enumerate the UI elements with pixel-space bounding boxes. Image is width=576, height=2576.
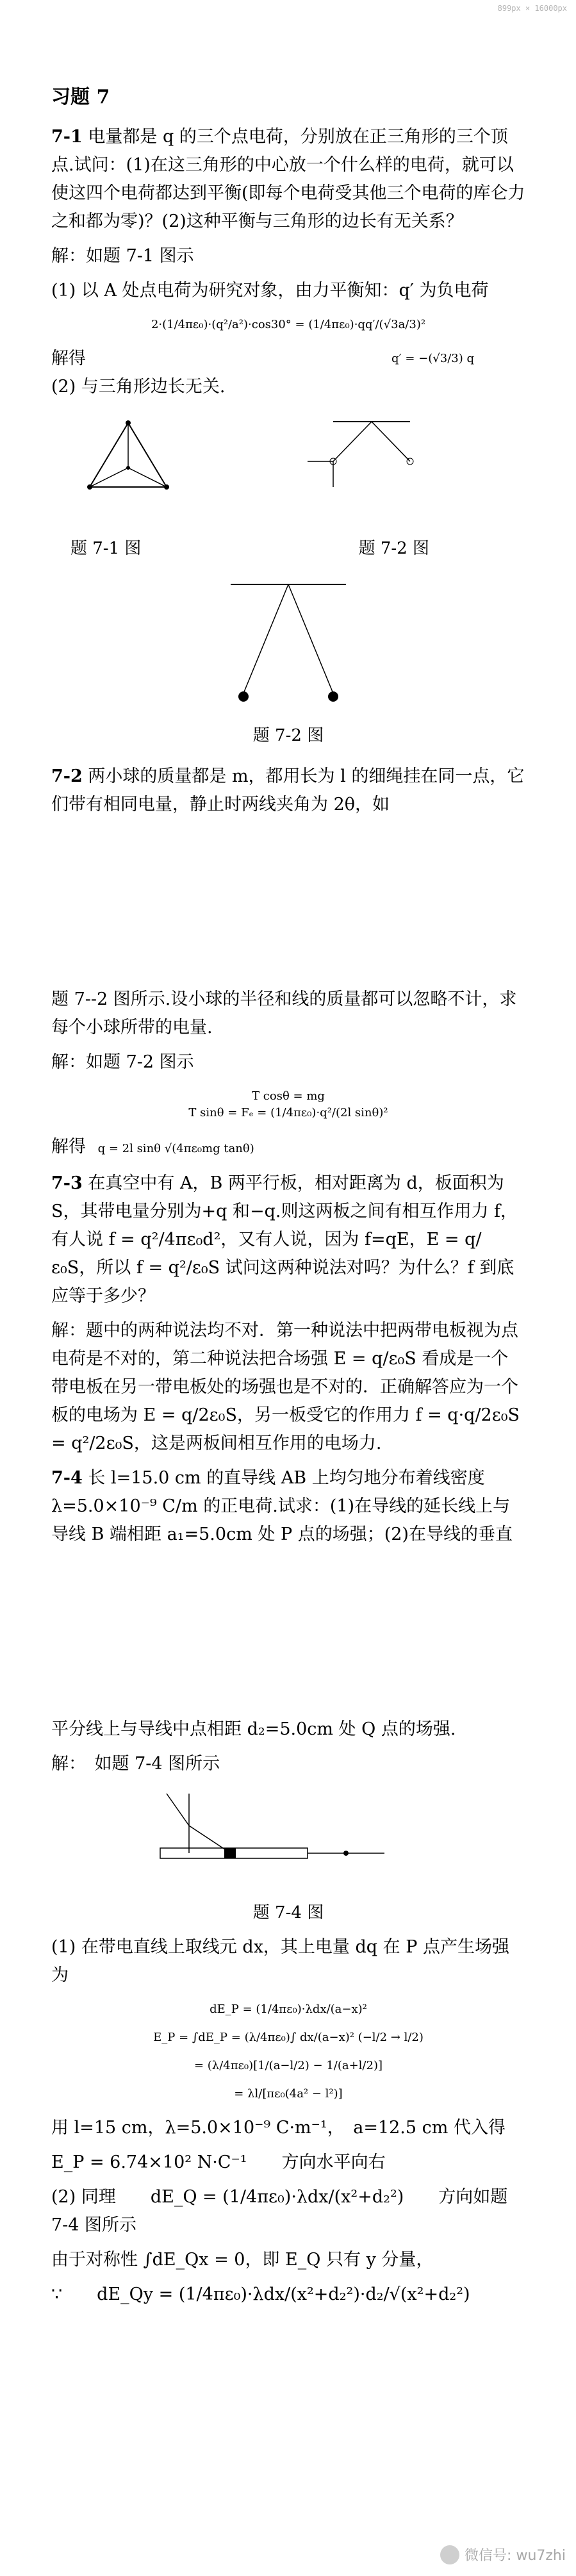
figure-diagram: [51, 410, 525, 525]
problem-text-continued: 题 7--2 图所示.设小球的半径和线的质量都可以忽略不计，求每个小球所带的电量.: [51, 989, 517, 1037]
figure-caption: 题 7-2 图: [252, 726, 324, 745]
solution-step: E_P = 6.74×10² N·C⁻¹ 方向水平向右: [51, 2152, 386, 2172]
wechat-icon: [440, 2545, 459, 2564]
solution-intro: 解： 如题 7-4 图所示: [51, 1754, 220, 1774]
solve-row: [51, 345, 525, 373]
caption-row: [70, 534, 429, 563]
solution-step: (1) 在带电直线上取线元 dx，其上电量 dq 在 P 点产生场强为: [51, 1937, 509, 1985]
equation-text: T cosθ = mg: [252, 1089, 325, 1103]
problem-text: 长 l=15.0 cm 的直导线 AB 上均匀地分布着线密度 λ=5.0×10⁻⁹ C/m 的正电荷.试求：(1)在导线的延长线上与导线 B 端相距 a₁=5.0cm 处 P 点的场强；(2)在导线的垂直: [51, 1468, 513, 1544]
problem-7-1: [51, 123, 525, 236]
problem-text: 两小球的质量都是 m，都用长为 l 的细绳挂在同一点，它们带有相同电量，静止时两线夹角为 2θ，如: [51, 766, 525, 814]
problem-number: 7-1: [51, 127, 83, 147]
problem-7-2: [51, 763, 525, 819]
solution-step: ∵ dE_Qy = (1/4πε₀)·λdx/(x²+d₂²)·d₂/√(x²+d₂²): [51, 2284, 470, 2304]
figure-diagram: [51, 1787, 525, 1890]
figure-7-4: [51, 1787, 525, 1890]
equation-system: [51, 1088, 525, 1121]
problem-text: 在真空中有 A，B 两平行板，相对距离为 d，板面积为 S，其带电量分别为+q 和−q.则这两板之间有相互作用力 f，有人说 f = q²/4πε₀d²，又有人说，因为 f=qE，E = q/ε₀S，所以 f = q²/ε₀S 试问这两种说法对吗？为什么？f 到底应等于多少？: [51, 1173, 518, 1306]
problem-7-3: [51, 1169, 525, 1310]
blank-space: [51, 1555, 525, 1715]
watermark-text: 微信号: wu7zhi: [465, 2548, 566, 2564]
document-body: [51, 83, 525, 2315]
problem-7-4: [51, 1464, 525, 1549]
problem-text-continued: 平分线上与导线中点相距 d₂=5.0cm 处 Q 点的场强.: [51, 1719, 456, 1739]
watermark: [440, 2545, 566, 2564]
equation-text: 2·(1/4πε₀)·(q²/a²)·cos30° = (1/4πε₀)·qq′/(√3a/3)²: [151, 318, 426, 331]
equation-text: dE_P = (1/4πε₀)·λdx/(a−x)²: [210, 2002, 367, 2016]
caption-row: [51, 1899, 525, 1927]
solution-step: 由于对称性 ∫dE_Qx = 0，即 E_Q 只有 y 分量，: [51, 2250, 434, 2270]
solution-text: 解：题中的两种说法均不对．第一种说法中把两带电板视为点电荷是不对的，第二种说法把合场强 E = q/ε₀S 看成是一个带电板在另一带电板处的场强也是不对的．正确解答应为一个板的电场为 E = q/2ε₀S，另一板受它的作用力 f = q·q/2ε₀S = q²/2ε₀S，这是两板间相互作用的电场力.: [51, 1321, 520, 1453]
page-size-readout: 899px × 16000px: [497, 4, 567, 13]
equation-text: E_P = ∫dE_P = (λ/4πε₀)∫ dx/(a−x)² (−l/2 → l/2): [153, 2031, 424, 2044]
solution-step: (2) 与三角形边长无关.: [51, 377, 226, 397]
figure-diagram: [51, 572, 525, 713]
equation: [51, 2029, 525, 2046]
equation-text: T sinθ = Fₑ = (1/4πε₀)·q²/(2l sinθ)²: [188, 1106, 388, 1119]
problem-number: 7-2: [51, 766, 83, 786]
solve-label: 解得: [51, 349, 86, 368]
figure-caption: 题 7-1 图: [70, 539, 142, 558]
problem-number: 7-3: [51, 1173, 83, 1193]
problem-text: 电量都是 q 的三个点电荷，分别放在正三角形的三个顶点.试问：(1)在这三角形的中心放一个什么样的电荷，就可以使这四个电荷都达到平衡(即每个电荷受其他三个电荷的库仑力之和都为零)？(2)这种平衡与三角形的边长有无关系？: [51, 127, 525, 231]
blank-space: [51, 825, 525, 986]
solve-label: 解得: [51, 1137, 86, 1157]
equation-text: = (λ/4πε₀)[1/(a−l/2) − 1/(a+l/2)]: [193, 2059, 383, 2072]
figure-caption: 题 7-2 图: [358, 539, 429, 558]
solution-step: (1) 以 A 处点电荷为研究对象，由力平衡知：q′ 为负电荷: [51, 281, 489, 301]
page-title: 习题 7: [51, 86, 110, 108]
caption-row: [51, 722, 525, 750]
equation: [51, 317, 525, 333]
solution-step: 用 l=15 cm，λ=5.0×10⁻⁹ C·m⁻¹， a=12.5 cm 代入得: [51, 2118, 506, 2138]
equation-text: q = 2l sinθ √(4πε₀mg tanθ): [97, 1142, 254, 1155]
solution-step: (2) 同理 dE_Q = (1/4πε₀)·λdx/(x²+d₂²) 方向如题 7-4 图所示: [51, 2187, 508, 2235]
equation-text: q′ = −(√3/3) q: [391, 352, 474, 365]
solution-intro: 解：如题 7-1 图示: [51, 246, 194, 266]
equation-text: = λl/[πε₀(4a² − l²)]: [234, 2087, 343, 2101]
equation: [51, 2086, 525, 2102]
equation: [51, 2058, 525, 2074]
figure-7-1-and-7-2: [51, 410, 525, 525]
solve-row: [51, 1133, 525, 1163]
figure-7-2: [51, 572, 525, 713]
solution-intro: 解：如题 7-2 图示: [51, 1052, 194, 1072]
equation: [51, 2001, 525, 2018]
problem-number: 7-4: [51, 1468, 83, 1488]
figure-caption: 题 7-4 图: [252, 1903, 324, 1922]
